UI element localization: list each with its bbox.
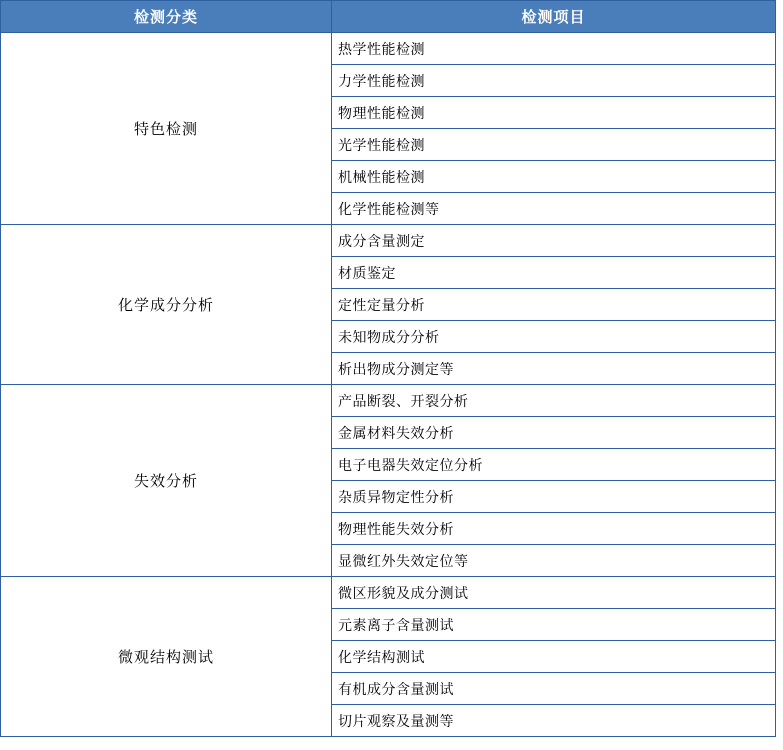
table-body: [1, 33, 776, 737]
item-cell: 材质鉴定: [332, 257, 776, 289]
category-cell: 微观结构测试: [1, 577, 332, 737]
item-cell: 未知物成分分析: [332, 321, 776, 353]
item-cell: 成分含量测定: [332, 225, 776, 257]
header-cell-item: 检测项目: [332, 1, 776, 33]
table-header-row: [1, 1, 776, 33]
item-cell: 化学结构测试: [332, 641, 776, 673]
item-cell: 光学性能检测: [332, 129, 776, 161]
item-cell: 产品断裂、开裂分析: [332, 385, 776, 417]
item-cell: 析出物成分测定等: [332, 353, 776, 385]
category-cell: 特色检测: [1, 33, 332, 225]
table-row: [1, 225, 776, 257]
table-header: [1, 1, 776, 33]
category-cell: 失效分析: [1, 385, 332, 577]
item-cell: 化学性能检测等: [332, 193, 776, 225]
item-cell: 电子电器失效定位分析: [332, 449, 776, 481]
item-cell: 定性定量分析: [332, 289, 776, 321]
item-cell: 机械性能检测: [332, 161, 776, 193]
item-cell: 元素离子含量测试: [332, 609, 776, 641]
table-row: [1, 33, 776, 65]
item-cell: 切片观察及量测等: [332, 705, 776, 737]
item-cell: 金属材料失效分析: [332, 417, 776, 449]
item-cell: 显微红外失效定位等: [332, 545, 776, 577]
item-cell: 物理性能检测: [332, 97, 776, 129]
item-cell: 力学性能检测: [332, 65, 776, 97]
item-cell: 物理性能失效分析: [332, 513, 776, 545]
table-row: [1, 577, 776, 609]
category-cell: 化学成分分析: [1, 225, 332, 385]
item-cell: 杂质异物定性分析: [332, 481, 776, 513]
item-cell: 有机成分含量测试: [332, 673, 776, 705]
header-cell-category: 检测分类: [1, 1, 332, 33]
item-cell: 热学性能检测: [332, 33, 776, 65]
table-row: [1, 385, 776, 417]
item-cell: 微区形貌及成分测试: [332, 577, 776, 609]
